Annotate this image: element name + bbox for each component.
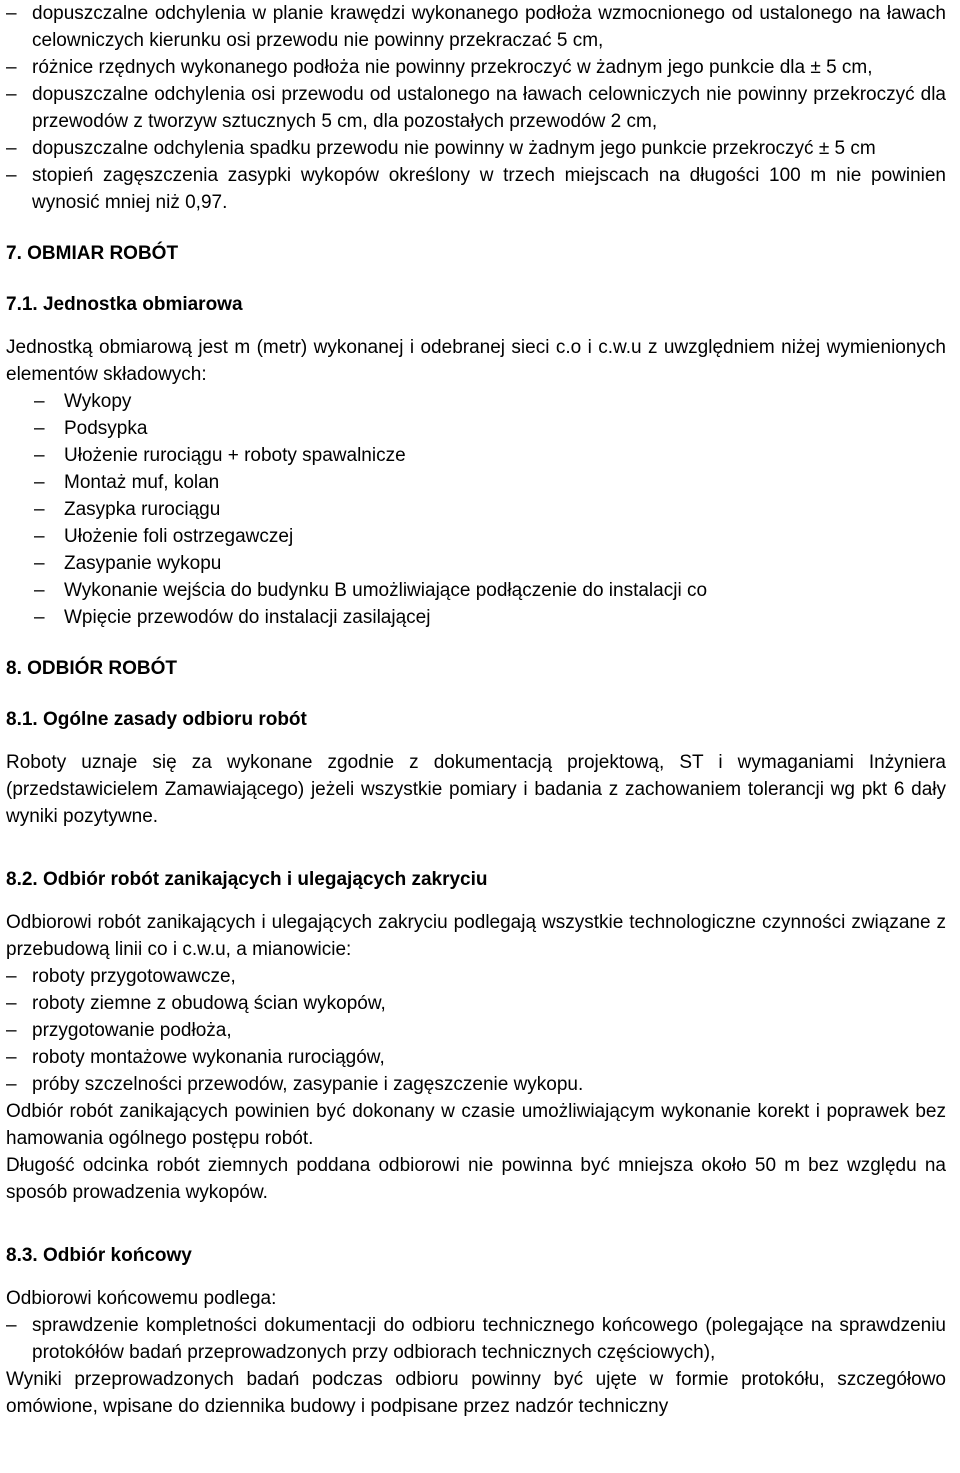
list-item [6, 162, 946, 216]
list-item [6, 990, 946, 1017]
list-item-text: Zasypanie wykopu [64, 553, 222, 574]
list-item-text: próby szczelności przewodów, zasypanie i zagęszczenie wykopu. [32, 1074, 584, 1095]
list-item [6, 496, 946, 523]
section-heading-8-2: 8.2. Odbiór robót zanikających i ulegających zakryciu [6, 869, 488, 890]
section-heading-8: 8. ODBIÓR ROBÓT [6, 658, 178, 679]
paragraph-7-1: Jednostką obmiarową jest m (metr) wykonanej i odebranej sieci c.o i c.w.u z uwzględniem niżej wymienionych elementów składowych: [6, 337, 946, 385]
dash-marker: – [6, 165, 17, 186]
list-item-text: Wpięcie przewodów do instalacji zasilającej [64, 607, 431, 628]
section-heading-8-3: 8.3. Odbiór końcowy [6, 1245, 192, 1266]
dash-marker: – [34, 499, 45, 520]
paragraph-8-2-a: Odbiór robót zanikających powinien być dokonany w czasie umożliwiającym wykonanie korekt i poprawek bez hamowania ogólnego postępu robót. [6, 1101, 946, 1149]
list-item-text: różnice rzędnych wykonanego podłoża nie powinny przekroczyć w żadnym jego punkcie dla ± 5 cm, [32, 57, 873, 78]
list-item [6, 81, 946, 135]
list-item-text: roboty montażowe wykonania rurociągów, [32, 1047, 385, 1068]
list-item [6, 604, 946, 631]
dash-marker: – [6, 1074, 17, 1095]
list-item-text: dopuszczalne odchylenia spadku przewodu nie powinny w żadnym jego punkcie przekroczyć ± 5 cm [32, 138, 876, 159]
dash-marker: – [6, 1047, 17, 1068]
dash-marker: – [34, 391, 45, 412]
list-item [6, 1044, 946, 1071]
section-heading-8-1: 8.1. Ogólne zasady odbioru robót [6, 709, 307, 730]
list-item [6, 577, 946, 604]
section-heading-7-1: 7.1. Jednostka obmiarowa [6, 294, 243, 315]
paragraph-8-2: Odbiorowi robót zanikających i ulegających zakryciu podlegają wszystkie technologiczne czynności związane z przebudową linii co i c.w.u, a mianowicie: [6, 912, 946, 960]
section-heading-7: 7. OBMIAR ROBÓT [6, 243, 179, 264]
dash-marker: – [34, 580, 45, 601]
list-item-text: Ułożenie rurociągu + roboty spawalnicze [64, 445, 406, 466]
dash-marker: – [34, 445, 45, 466]
list-item-text: Montaż muf, kolan [64, 472, 220, 493]
list-item [6, 963, 946, 990]
list-item-text: sprawdzenie kompletności dokumentacji do odbioru technicznego końcowego (polegające na sprawdzeniu protokółów badań przeprowadzonych przy odbiorach technicznych częściowych), [32, 1315, 946, 1363]
list-item-text: Ułożenie foli ostrzegawczej [64, 526, 294, 547]
paragraph-8-1: Roboty uznaje się za wykonane zgodnie z dokumentacją projektową, ST i wymaganiami Inżyniera (przedstawicielem Zamawiającego) jeżeli wszystkie pomiary i badania z zachowaniem tolerancji wg pkt 6 dały wyniki pozytywne. [6, 752, 946, 827]
dash-marker: – [34, 472, 45, 493]
list-item-text: Wykonanie wejścia do budynku B umożliwiające podłączenie do instalacji co [64, 580, 708, 601]
list-item-text: Wykopy [64, 391, 132, 412]
list-item [6, 523, 946, 550]
dash-marker: – [6, 84, 17, 105]
list-item [6, 1071, 946, 1098]
list-item-text: przygotowanie podłoża, [32, 1020, 232, 1041]
paragraph-8-3: Odbiorowi końcowemu podlega: [6, 1288, 277, 1309]
list-item [6, 415, 946, 442]
list-item [6, 0, 946, 54]
list-item [6, 1017, 946, 1044]
paragraph-8-3-a: Wyniki przeprowadzonych badań podczas odbioru powinny być ujęte w formie protokółu, szczegółowo omówione, wpisane do dziennika budowy i podpisane przez nadzór techniczny [6, 1369, 946, 1417]
dash-marker: – [6, 1315, 17, 1336]
list-item-text: Zasypka rurociągu [64, 499, 221, 520]
dash-marker: – [34, 553, 45, 574]
dash-marker: – [6, 3, 17, 24]
dash-marker: – [34, 607, 45, 628]
dash-marker: – [6, 57, 17, 78]
dash-marker: – [34, 418, 45, 439]
list-item-text: dopuszczalne odchylenia w planie krawędzi wykonanego podłoża wzmocnionego od ustalonego na ławach celowniczych kierunku osi przewodu nie powinny przekraczać 5 cm, [32, 3, 946, 51]
list-item [6, 469, 946, 496]
list-item [6, 550, 946, 577]
list-item [6, 442, 946, 469]
list-item-text: stopień zagęszczenia zasypki wykopów określony w trzech miejscach na długości 100 m nie powinien wynosić mniej niż 0,97. [32, 165, 946, 213]
list-item-text: Podsypka [64, 418, 148, 439]
list-item-text: dopuszczalne odchylenia osi przewodu od ustalonego na ławach celowniczych nie powinny przekroczyć dla przewodów z tworzyw sztucznych 5 cm, dla pozostałych przewodów 2 cm, [32, 84, 946, 132]
list-item-text: roboty ziemne z obudową ścian wykopów, [32, 993, 386, 1014]
list-item [6, 54, 946, 81]
list-item [6, 1312, 946, 1366]
list-item [6, 135, 946, 162]
list-item-text: roboty przygotowawcze, [32, 966, 236, 987]
dash-marker: – [6, 993, 17, 1014]
dash-marker: – [6, 1020, 17, 1041]
paragraph-8-2-b: Długość odcinka robót ziemnych poddana odbiorowi nie powinna być mniejsza około 50 m bez względu na sposób prowadzenia wykopów. [6, 1155, 946, 1203]
dash-marker: – [6, 138, 17, 159]
dash-marker: – [6, 966, 17, 987]
list-item [6, 388, 946, 415]
dash-marker: – [34, 526, 45, 547]
